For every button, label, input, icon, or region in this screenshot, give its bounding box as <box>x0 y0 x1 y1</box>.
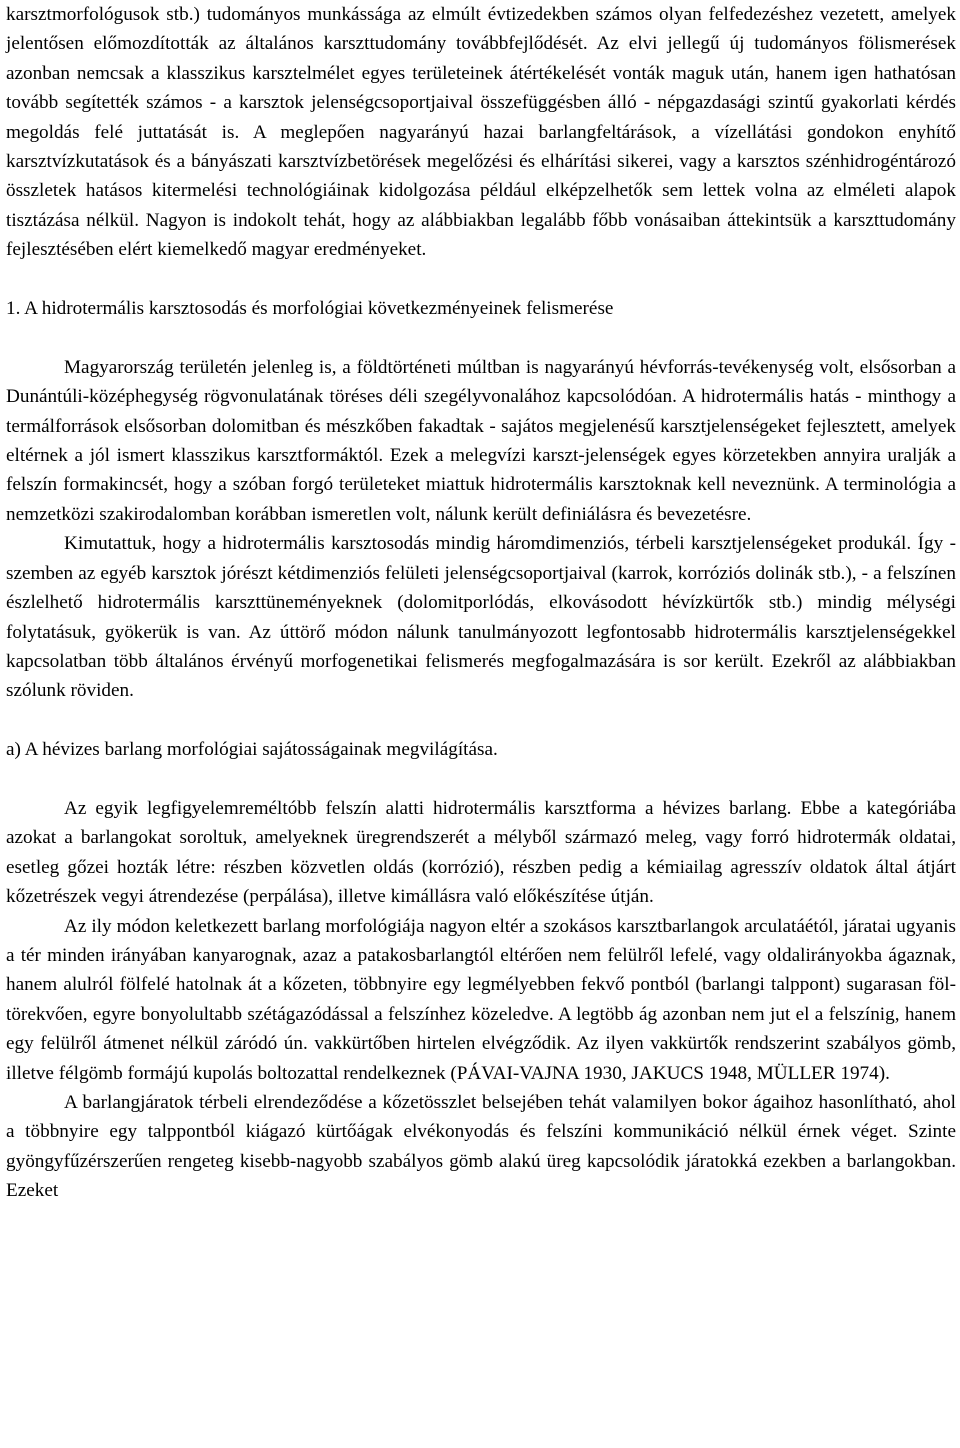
subsection-paragraph: Az ily módon keletkezett barlang morfológiája nagyon eltér a szokásos karsztbarlangok arculatáétól, járatai ugyanis a tér minden irányában kanyarognak, azaz a patakosbarlangtól eltérően nem felülről lefelé, vagy oldalirányokba ágaznak, hanem alulról fölfelé hatolnak át a kőzeten, többnyire egy legmélyebben fekvő pontból (barlangi talppont) sugarasan föl-törekvően, egyre bonyolultabb szétágazódással a felszínhez közeledve. A legtöbb ág azonban nem jut el a felszínig, hanem egy felülről átmenet nélkül záródó ún. vakkürtőben hirtelen elvégződik. Az ilyen vakkürtők rendszerint szabályos gömb, illetve félgömb formájú kupolás boltozattal rendelkeznek (PÁVAI-VAJNA 1930, JAKUCS 1948, MÜLLER 1974). <box>6 915 956 1084</box>
subsection-paragraph: A barlangjáratok térbeli elrendeződése a kőzetösszlet belsejében tehát valamilyen bokor ágaihoz hasonlítható, ahol a többnyire egy talppontból kiágazó kürtőágak elvékonyodás és felszíni kommunikáció nélkül érnek véget. Szinte gyöngyfűzérszerűen rengeteg kisebb-nagyobb szabályos gömb alakú üreg kapcsolódik járatokká ezekben a barlangokban. Ezeket <box>6 1091 956 1202</box>
paragraph-spacer <box>6 265 956 294</box>
section-heading: 1. A hidrotermális karsztosodás és morfológiai következményeinek felismerése <box>6 298 614 320</box>
document-page <box>6 0 956 1206</box>
paragraph-spacer <box>6 706 956 735</box>
paragraph-spacer <box>6 765 956 794</box>
subsection-paragraph: Az egyik legfigyelemreméltóbb felszín alatti hidrotermális karsztforma a hévizes barlang. Ebbe a kategóriába azokat a barlangokat soroltuk, amelyeknek üregrendszerét a mélyből származó meleg, vagy forró hidrotermák oldatai, esetleg gőzei hozták létre: részben közvetlen oldás (korrózió), részben pedig a kémiailag agresszív oldatok által átjárt kőzetrészek vegyi átrendezése (perpálása), illetve kimállásra való előkészítése útján. <box>6 797 956 908</box>
subsection-heading: a) A hévizes barlang morfológiai sajátosságainak megvilágítása. <box>6 739 498 761</box>
section-paragraph: Magyarország területén jelenleg is, a földtörténeti múltban is nagyarányú hévforrás-tevékenység volt, elsősorban a Dunántúli-középhegység rögvonulatának töréses déli szegélyvonalához kapcsolódóan. A hidrotermális hatás - minthogy a termálforrások elsősorban dolomitban és mészkőben fakadtak - sajátos megjelenésű karsztjelenségeket fejlesztett, amelyek eltérnek a jól ismert klasszikus karsztformáktól. Ezek a melegvízi karszt-jelenségek egyes körzetekben annyira uralják a felszín formakincsét, hogy a szóban forgó területeket miattuk hidrotermális karsztoknak kell neveznünk. A terminológia a nemzetközi szakirodalomban korábban ismeretlen volt, nálunk került definiálásra és bevezetésre. <box>6 356 956 525</box>
intro-paragraph: karsztmorfológusok stb.) tudományos munkássága az elmúlt évtizedekben számos olyan felfedezéshez vezetett, amelyek jelentősen előmozdították az általános karszttudomány továbbfejlődését. Az elvi jellegű új tudományos fölismerések azonban nemcsak a klasszikus karsztelmélet egyes területeinek átértékelését vonták maguk után, hanem igen hathatósan tovább segítették számos - a karsztok jelenségcsoportjaival összefüggésben álló - népgazdasági szintű gyakorlati kérdés megoldás felé juttatását is. A meglepően nagyarányú hazai barlangfeltárások, a vízellátási gondokon enyhítő karsztvízkutatások és a bányászati karsztvízbetörések megelőzési és elhárítási sikerei, vagy a karsztos szénhidrogéntározó összletek hatásos kitermelési technológiáinak kidolgozása például elképzelhetők sem lettek volna az elméleti alapok tisztázása nélkül. Nagyon is indokolt tehát, hogy az alábbiakban legalább főbb vonásaiban áttekintsük a karszttudomány fejlesztésében elért kiemelkedő magyar eredményeket. <box>6 4 956 261</box>
paragraph-spacer <box>6 323 956 352</box>
section-paragraph: Kimutattuk, hogy a hidrotermális karsztosodás mindig háromdimenziós, térbeli karsztjelenségeket produkál. Így - szemben az egyéb karsztok jórészt kétdimenziós felületi jelenségcsoportjaival (karrok, korróziós dolinák stb.), - a felszínen észlelhető hidrotermális karszttüneményeknek (dolomitporlódás, elkovásodott hévízkürtők stb.) mindig mélységi folytatásuk, gyökerük is van. Az úttörő módon nálunk tanulmányozott legfontosabb hidrotermális karsztjelenségekkel kapcsolatban több általános érvényű morfogenetikai felismerés megfogalmazására is sor került. Ezekről az alábbiakban szólunk röviden. <box>6 533 956 702</box>
